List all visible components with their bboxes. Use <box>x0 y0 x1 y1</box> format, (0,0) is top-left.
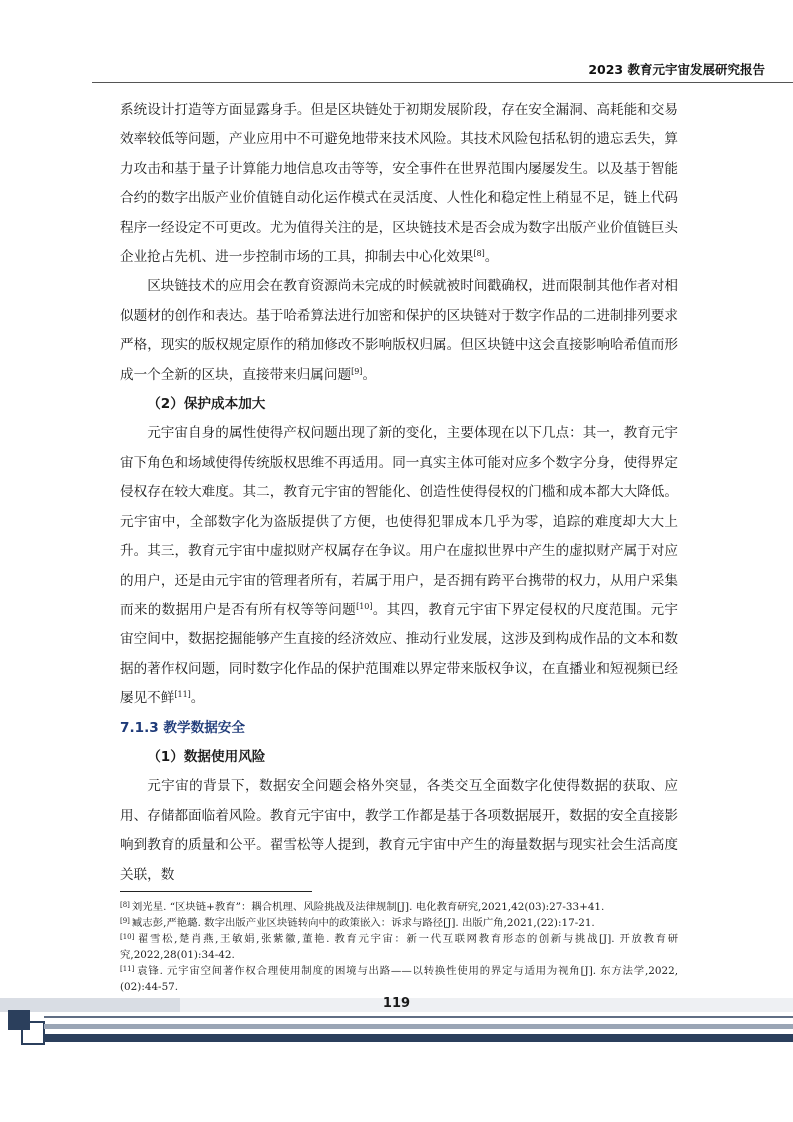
footnotes <box>120 899 678 995</box>
footnote-mark: [10] <box>120 933 135 941</box>
paragraph-text: 。其四，教育元宇宙下界定侵权的尺度范围。元宇宙空间中，数据挖掘能够产生直接的经济效应、推动行业发展，这涉及到构成作品的文本和数据的著作权问题，同时数字化作品的保护范围难以界定带来版权争议，在直播业和短视频已经屡见不鲜 <box>120 601 679 707</box>
footnote-text: 臧志彭,严艳璐. 数字出版产业区块链转向中的政策嵌入：诉求与路径[J]. 出版广角,2021,(22):17-21. <box>131 917 595 929</box>
citation-11[interactable]: [11] <box>174 690 191 700</box>
paragraph-data-security: 元宇宙的背景下，数据安全问题会格外突显，各类交互全面数字化使得数据的获取、应用、存储都面临着风险。教育元宇宙中，教学工作都是基于各项数据展开，数据的安全直接影响到教育的质量和公平。翟雪松等人提到，教育元宇宙中产生的海量数据与现实社会生活高度关联，数 <box>120 778 678 883</box>
page-body <box>120 96 678 890</box>
punctuation: 。 <box>484 249 499 266</box>
citation-10[interactable]: [10] <box>356 601 373 611</box>
punctuation: 。 <box>190 690 205 707</box>
paragraph-timestamp <box>120 272 678 390</box>
footnote-text: 袁锋. 元宇宙空间著作权合理使用制度的困境与出路——以转换性使用的界定与适用为视角[J]. 东方法学,2022,(02):44-57. <box>120 965 678 993</box>
paragraph-property-rights <box>120 419 678 713</box>
citation-8[interactable]: [8] <box>473 249 485 259</box>
paragraph-blockchain-risk <box>120 96 678 272</box>
section-heading-teaching-data-security: 7.1.3 教学数据安全 <box>120 719 245 736</box>
heading-protection-cost: （2）保护成本加大 <box>147 396 266 413</box>
footnote-mark: [8] <box>120 901 130 909</box>
paragraph-text: 区块链技术的应用会在教育资源尚未完成的时候就被时间戳确权，进而限制其他作者对相似题材的创作和表达。基于哈希算法进行加密和保护的区块链对于数字作品的二进制排列要求严格，现实的版权规定原作的稍加修改不影响版权归属。但区块链中这会直接影响哈希值而形成一个全新的区块，直接带来归属问题 <box>120 278 678 383</box>
footnote-text: 翟雪松,楚肖燕,王敏娟,张紫徽,董艳. 教育元宇宙：新一代互联网教育形态的创新与挑战[J]. 开放教育研究,2022,28(01):34-42. <box>120 933 678 961</box>
header-divider <box>92 82 793 83</box>
footnote-item <box>120 931 678 963</box>
citation-9[interactable]: [9] <box>351 366 363 376</box>
heading-data-usage-risk: （1）数据使用风险 <box>147 748 266 765</box>
report-title: 2023 教育元宇宙发展研究报告 <box>588 62 765 77</box>
paragraph-text: 元宇宙自身的属性使得产权问题出现了新的变化，主要体现在以下几点：其一，教育元宇宙下角色和场域使得传统版权思维不再适用。同一真实主体可能对应多个数字分身，使得界定侵权存在较大难度。其二，教育元宇宙的智能化、创造性使得侵权的门槛和成本都大大降低。元宇宙中，全部数字化为盗版提供了方便，也使得犯罪成本几乎为零，追踪的难度却大大上升。其三，教育元宇宙中虚拟财产权属存在争议。用户在虚拟世界中产生的虚拟财产属于对应的用户，还是由元宇宙的管理者所有，若属于用户，是否拥有跨平台携带的权力，从用户采集而来的数据用户是否有所有权等等问题 <box>120 425 678 618</box>
footnote-divider <box>120 891 312 892</box>
punctuation: 。 <box>362 366 377 383</box>
page-number: 119 <box>382 996 411 1011</box>
footnote-item <box>120 915 678 931</box>
footnote-mark: [11] <box>120 965 135 973</box>
footnote-item <box>120 899 678 915</box>
paragraph-text: 系统设计打造等方面显露身手。但是区块链处于初期发展阶段，存在安全漏洞、高耗能和交易效率较低等问题，产业应用中不可避免地带来技术风险。其技术风险包括私钥的遗忘丢失，算力攻击和基于量子计算能力地信息攻击等等，安全事件在世界范围内屡屡发生。以及基于智能合约的数字出版产业价值链自动化运作模式在灵活度、人性化和稳定性上稍显不足，链上代码程序一经设定不可更改。尤为值得关注的是，区块链技术是否会成为数字出版产业价值链巨头企业抢占先机、进一步控制市场的工具，抑制去中心化效果 <box>120 102 678 266</box>
footnote-text: 刘光星. “区块链+教育”：耦合机理、风险挑战及法律规制[J]. 电化教育研究,2021,42(03):27-33+41. <box>131 901 605 913</box>
footnote-mark: [9] <box>120 917 130 925</box>
